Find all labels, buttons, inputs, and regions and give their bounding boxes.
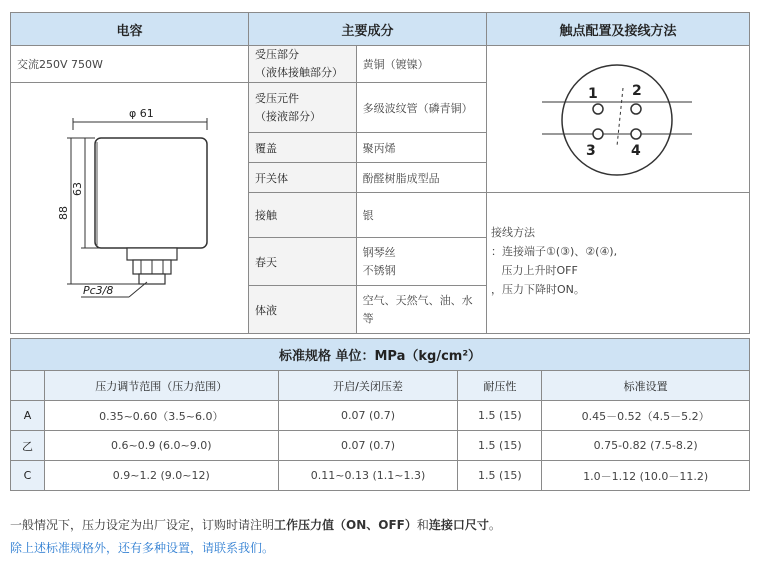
cell-setting: 0.75-0.82 (7.5-8.2) xyxy=(542,431,750,461)
wiring-line: ：连接端子①(③)、②(④), xyxy=(490,245,618,258)
row-id: 乙 xyxy=(11,431,45,461)
cell-proof: 1.5 (15) xyxy=(458,461,542,491)
height-label: 63 xyxy=(71,182,84,196)
cell-proof: 1.5 (15) xyxy=(458,401,542,431)
spec-column-header: 压力调节范围（压力范围） xyxy=(44,371,278,401)
material-label: 覆盖 xyxy=(249,133,357,163)
wiring-line: 压力上升时OFF xyxy=(490,264,578,277)
wiring-method-cell xyxy=(486,193,749,334)
terminal-4: 4 xyxy=(630,143,641,159)
material-value: 多级波纹管（磷青铜） xyxy=(356,83,486,133)
table-row xyxy=(11,431,750,461)
material-label: 体液 xyxy=(249,286,357,334)
order-note xyxy=(10,516,501,533)
cell-diff: 0.11~0.13 (1.1~1.3) xyxy=(278,461,458,491)
material-value: 钢琴丝 不锈钢 xyxy=(356,238,486,286)
material-value: 空气、天然气、油、水等 xyxy=(356,286,486,334)
dimension-drawing-cell xyxy=(11,83,249,334)
terminal-2: 2 xyxy=(631,83,642,99)
note-emphasis: 连接口尺寸 xyxy=(428,518,489,532)
row-id: A xyxy=(11,401,45,431)
row-id: C xyxy=(11,461,45,491)
material-label: 受压部分 （液体接触部分） xyxy=(249,46,357,83)
thread-label: Pc3/8 xyxy=(83,284,114,297)
table-row xyxy=(11,461,750,491)
material-value: 银 xyxy=(356,193,486,238)
specification-table xyxy=(10,12,750,334)
cell-diff: 0.07 (0.7) xyxy=(278,401,458,431)
material-label: 受压元件 （接液部分） xyxy=(249,83,357,133)
terminal-3: 3 xyxy=(585,143,596,159)
spec-column-header: 标准设置 xyxy=(542,371,750,401)
dimension-drawing xyxy=(11,83,248,333)
standard-spec-table xyxy=(10,338,750,491)
contact-diagram xyxy=(487,46,749,192)
spec-title: 标准规格 单位：MPa（kg/cm²） xyxy=(11,339,750,371)
material-value: 黄铜（镀镍） xyxy=(356,46,486,83)
material-label: 开关体 xyxy=(249,163,357,193)
spec-column-header: 耐压性 xyxy=(458,371,542,401)
cell-range: 0.35~0.60（3.5~6.0） xyxy=(44,401,278,431)
material-value: 酚醛树脂成型品 xyxy=(356,163,486,193)
table-row xyxy=(11,401,750,431)
cell-range: 0.6~0.9 (6.0~9.0) xyxy=(44,431,278,461)
note-text: 和 xyxy=(416,518,429,532)
total-height-label: 88 xyxy=(57,206,70,220)
wiring-line: ，压力下降时ON。 xyxy=(490,283,585,296)
spec-column-header: 开启/关闭压差 xyxy=(278,371,458,401)
terminal-1: 1 xyxy=(587,86,598,102)
note-text: 。 xyxy=(488,518,501,532)
cell-proof: 1.5 (15) xyxy=(458,431,542,461)
material-label: 春天 xyxy=(249,238,357,286)
cell-diff: 0.07 (0.7) xyxy=(278,431,458,461)
note-emphasis: 工作压力值（ON、OFF） xyxy=(274,518,417,532)
contact-diagram-cell xyxy=(486,46,749,193)
diameter-label: φ 61 xyxy=(129,107,154,120)
wiring-title: 接线方法 xyxy=(490,226,535,239)
header-materials: 主要成分 xyxy=(249,13,487,46)
electrical-rating: 交流250V 750W xyxy=(11,46,249,83)
cell-range: 0.9~1.2 (9.0~12) xyxy=(44,461,278,491)
cell-setting: 1.0－1.12 (10.0－11.2) xyxy=(542,461,750,491)
cell-setting: 0.45－0.52（4.5－5.2） xyxy=(542,401,750,431)
note-text: 一般情况下，压力设定为出厂设定，订购时请注明 xyxy=(10,518,275,532)
contact-note: 除上述标准规格外，还有多种设置，请联系我们。 xyxy=(10,541,275,555)
material-value: 聚丙烯 xyxy=(356,133,486,163)
header-capacity: 电容 xyxy=(11,13,249,46)
material-label: 接触 xyxy=(249,193,357,238)
header-contacts: 触点配置及接线方法 xyxy=(486,13,749,46)
spec-id-header xyxy=(11,371,45,401)
